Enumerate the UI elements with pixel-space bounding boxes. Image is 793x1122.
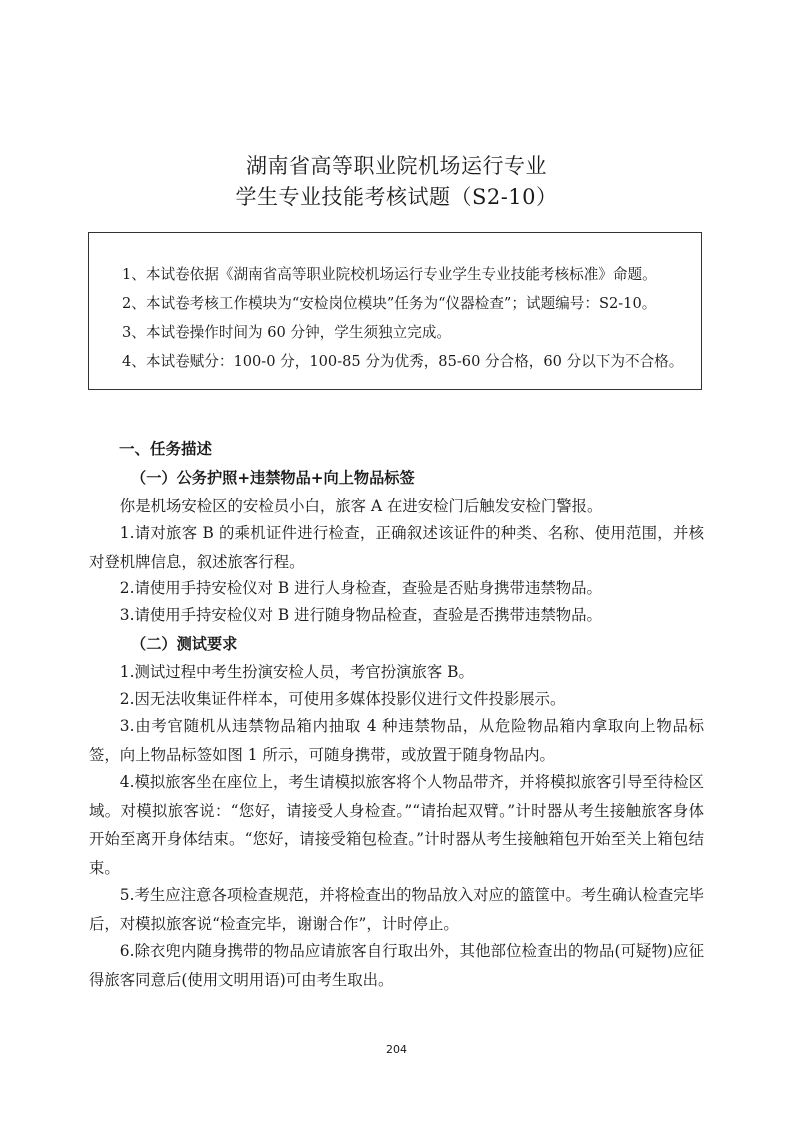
document-title-line-2: 学生专业技能考核试题（S2-10）	[235, 185, 558, 209]
notice-line-1: 1、本试卷依据《湖南省高等职业院校机场运行专业学生专业技能考核标准》命题。	[122, 266, 657, 283]
notice-line-4: 4、本试卷赋分：100-0 分，100-85 分为优秀，85-60 分合格，60 分以下为不合格。	[122, 353, 684, 370]
paragraph-task-2: 2.请使用手持安检仪对 B 进行人身检查，查验是否贴身携带违禁物品。	[119, 579, 602, 597]
page-number: 204	[386, 1043, 407, 1056]
paragraph-task-1: 1.请对旅客 B 的乘机证件进行检查，正确叙述该证件的种类、名称、使用范围，并核对登机牌信息，叙述旅客行程。	[89, 524, 704, 571]
notice-line-2: 2、本试卷考核工作模块为“安检岗位模块”任务为“仪器检查”；试题编号：S2-10。	[122, 295, 657, 312]
paragraph-requirement-6: 6.除衣兜内随身携带的物品应请旅客自行取出外，其他部位检查出的物品(可疑物)应征得旅客同意后(使用文明用语)可由考生取出。	[89, 942, 704, 989]
document-title-line-1: 湖南省高等职业院机场运行专业	[246, 154, 547, 178]
subheading-part-1: （一）公务护照+违禁物品+向上物品标签	[131, 469, 415, 487]
exam-notice-box	[88, 232, 702, 390]
paragraph-scenario: 你是机场安检区的安检员小白，旅客 A 在进安检门后触发安检门警报。	[119, 497, 603, 515]
paragraph-requirement-2: 2.因无法收集证件样本，可使用多媒体投影仪进行文件投影展示。	[119, 690, 566, 708]
paragraph-requirement-4: 4.模拟旅客坐在座位上，考生请模拟旅客将个人物品带齐，并将模拟旅客引导至待检区域。对模拟旅客说：“您好，请接受人身检查。”“请抬起双臂。”计时器从考生接触旅客身体开始至离开身体结束。“您好，请接受箱包检查。”计时器从考生接触箱包开始至关上箱包结束。	[89, 773, 704, 877]
subheading-part-2: （二）测试要求	[131, 635, 238, 653]
section-heading-task-description: 一、任务描述	[119, 440, 213, 458]
notice-line-3: 3、本试卷操作时间为 60 分钟，学生须独立完成。	[122, 324, 452, 341]
paragraph-requirement-3: 3.由考官随机从违禁物品箱内抽取 4 种违禁物品，从危险物品箱内拿取向上物品标签，向上物品标签如图 1 所示，可随身携带，或放置于随身物品内。	[89, 717, 704, 764]
paragraph-task-3: 3.请使用手持安检仪对 B 进行随身物品检查，查验是否携带违禁物品。	[119, 606, 602, 624]
paragraph-requirement-5: 5.考生应注意各项检查规范，并将检查出的物品放入对应的篮筐中。考生确认检查完毕后，对模拟旅客说“检查完毕，谢谢合作”，计时停止。	[89, 886, 704, 933]
paragraph-requirement-1: 1.测试过程中考生扮演安检人员，考官扮演旅客 B。	[119, 663, 474, 681]
